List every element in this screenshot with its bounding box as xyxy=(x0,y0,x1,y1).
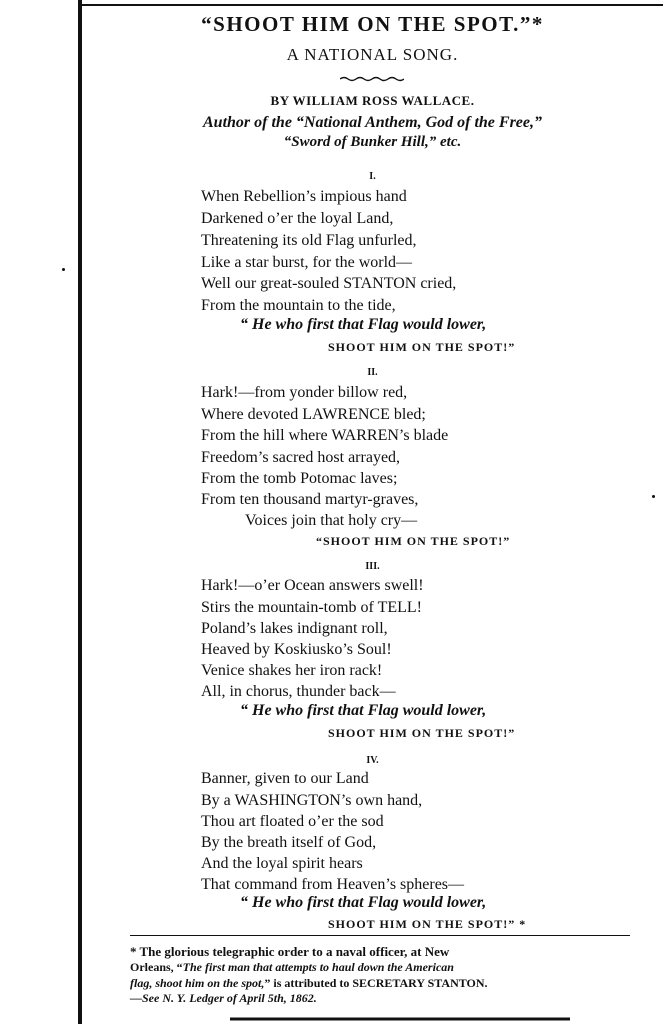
verse-line: Threatening its old Flag unfurled, xyxy=(201,232,417,249)
footnote-text: ” is attributed to SECRETARY STANTON. xyxy=(264,976,488,990)
poem-title: “SHOOT HIM ON THE SPOT.”* xyxy=(201,12,544,36)
footnote-quote: flag, shoot him on the spot, xyxy=(130,976,265,990)
verse-line: That command from Heaven’s spheres— xyxy=(201,876,465,893)
wavy-divider xyxy=(340,76,404,82)
author-credit-line-1: Author of the “National Anthem, God of the Free,” xyxy=(203,114,542,131)
refrain-line: “SHOOT HIM ON THE SPOT!” xyxy=(316,534,511,548)
refrain-line: “ He who first that Flag would lower, xyxy=(240,894,487,911)
stanza-numeral: II. xyxy=(367,367,378,378)
verse-line: Heaved by Koskiusko’s Soul! xyxy=(201,641,392,658)
verse-line: Poland’s lakes indignant roll, xyxy=(201,620,388,637)
verse-line: From ten thousand martyr-graves, xyxy=(201,491,419,508)
refrain-line: SHOOT HIM ON THE SPOT!” xyxy=(328,340,516,354)
top-column-rule xyxy=(82,4,663,6)
footnote-separator xyxy=(130,935,630,936)
author-credit-line-2: “Sword of Bunker Hill,” etc. xyxy=(283,134,462,150)
verse-line: From the tomb Potomac laves; xyxy=(201,470,398,487)
verse-line: Freedom’s sacred host arrayed, xyxy=(201,449,401,466)
footnote-citation: —See N. Y. Ledger of April 5th, 1862. xyxy=(130,991,317,1005)
refrain-line: SHOOT HIM ON THE SPOT!” * xyxy=(328,917,527,931)
verse-line: Venice shakes her iron rack! xyxy=(201,662,383,679)
stanza-numeral: III. xyxy=(365,561,380,572)
verse-line: All, in chorus, thunder back— xyxy=(201,683,396,700)
verse-line: When Rebellion’s impious hand xyxy=(201,188,407,205)
footnote-line xyxy=(130,976,488,991)
verse-line: From the mountain to the tide, xyxy=(201,297,396,314)
footnote-text: Orleans, “ xyxy=(130,960,183,974)
verse-line: By a WASHINGTON’s own hand, xyxy=(201,792,423,809)
verse-line: Hark!—o’er Ocean answers swell! xyxy=(201,577,424,594)
verse-line: Well our great-souled STANTON cried, xyxy=(201,275,457,292)
verse-line: Where devoted LAWRENCE bled; xyxy=(201,406,426,423)
verse-line: From the hill where WARREN’s blade xyxy=(201,427,449,444)
verse-line: By the breath itself of God, xyxy=(201,834,377,851)
stanza-numeral: I. xyxy=(369,171,376,182)
verse-line: Like a star burst, for the world— xyxy=(201,254,413,271)
verse-line: Hark!—from yonder billow red, xyxy=(201,384,408,401)
verse-line: Thou art floated o’er the sod xyxy=(201,813,384,830)
byline: BY WILLIAM ROSS WALLACE. xyxy=(270,93,475,108)
ornamental-rule xyxy=(230,1016,570,1022)
print-speck xyxy=(652,495,655,498)
print-speck xyxy=(62,268,65,271)
footnote-line xyxy=(130,960,454,975)
stanza-numeral: IV. xyxy=(366,755,379,766)
refrain-line: “ He who first that Flag would lower, xyxy=(240,702,487,719)
footnote-line: * The glorious telegraphic order to a naval officer, at New xyxy=(130,944,450,959)
refrain-line: “ He who first that Flag would lower, xyxy=(240,316,487,333)
poem-subtitle: A NATIONAL SONG. xyxy=(286,45,459,64)
verse-line: And the loyal spirit hears xyxy=(201,855,363,872)
refrain-line: SHOOT HIM ON THE SPOT!” xyxy=(328,726,516,740)
left-column-rule xyxy=(78,0,82,1024)
verse-line: Darkened o’er the loyal Land, xyxy=(201,210,394,227)
verse-line: Banner, given to our Land xyxy=(201,770,369,787)
verse-line: Stirs the mountain-tomb of TELL! xyxy=(201,599,423,616)
footnote-quote: The first man that attempts to haul down the American xyxy=(182,960,454,974)
verse-line: Voices join that holy cry— xyxy=(245,512,418,529)
